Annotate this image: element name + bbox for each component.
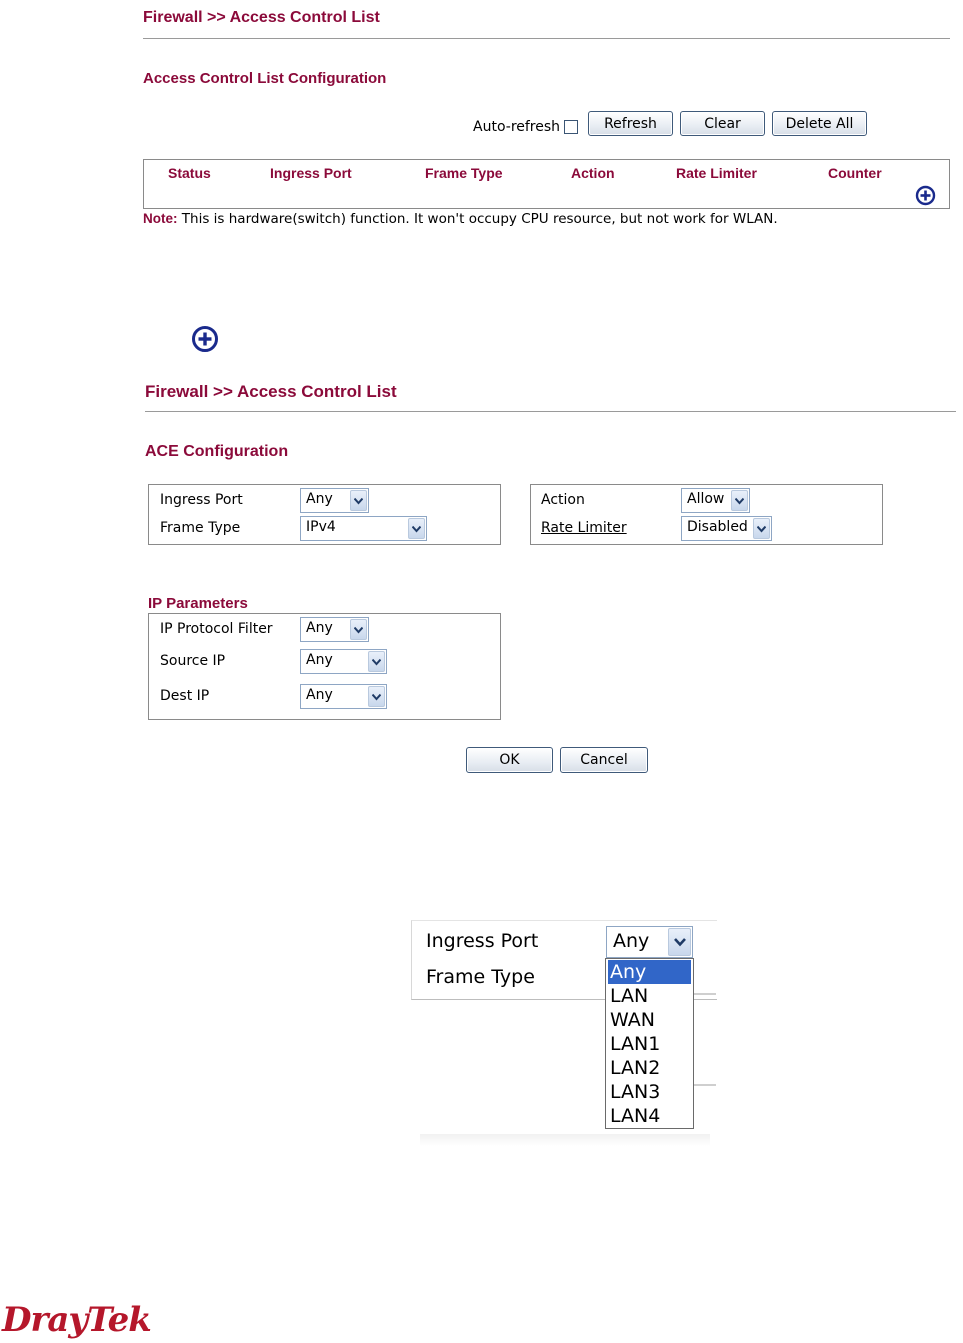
dropdown-option-any[interactable]: Any bbox=[608, 960, 691, 984]
chevron-down-icon bbox=[753, 518, 770, 539]
dropdown-option-lan4[interactable]: LAN4 bbox=[610, 1105, 661, 1127]
ip-parameters-title: IP Parameters bbox=[148, 595, 248, 612]
ingress-port-label: Ingress Port bbox=[160, 492, 243, 508]
column-header-rate-limiter: Rate Limiter bbox=[676, 165, 757, 181]
rate-limiter-value: Disabled bbox=[687, 519, 748, 535]
auto-refresh-checkbox[interactable] bbox=[564, 120, 578, 134]
column-header-frame-type: Frame Type bbox=[425, 165, 503, 181]
dropdown-option-lan[interactable]: LAN bbox=[610, 985, 649, 1007]
dropdown-option-wan[interactable]: WAN bbox=[610, 1009, 655, 1031]
ingress-port-value-zoom: Any bbox=[613, 930, 650, 952]
background-fragment bbox=[694, 1084, 716, 1086]
chevron-down-icon bbox=[408, 518, 425, 539]
draytek-logo-text: DrayTek bbox=[2, 1300, 151, 1340]
ingress-port-select-zoom[interactable] bbox=[606, 926, 693, 958]
source-ip-select[interactable] bbox=[300, 649, 387, 674]
rate-limiter-select[interactable] bbox=[681, 516, 772, 541]
draytek-logo bbox=[2, 1300, 151, 1340]
action-select[interactable] bbox=[681, 488, 750, 513]
divider-2 bbox=[145, 411, 956, 412]
dropdown-option-lan2[interactable]: LAN2 bbox=[610, 1057, 661, 1079]
ingress-port-dropdown-list bbox=[605, 958, 694, 1129]
background-fragment bbox=[420, 1134, 710, 1146]
ingress-port-select[interactable] bbox=[300, 488, 369, 513]
note-label: Note: bbox=[143, 211, 178, 226]
dropdown-option-lan3[interactable]: LAN3 bbox=[610, 1081, 661, 1103]
background-fragment bbox=[694, 993, 716, 995]
frame-type-select[interactable] bbox=[300, 516, 427, 541]
column-header-action: Action bbox=[571, 165, 615, 181]
ip-protocol-filter-value: Any bbox=[306, 620, 333, 636]
chevron-down-icon bbox=[668, 928, 691, 956]
dropdown-option-lan1[interactable]: LAN1 bbox=[610, 1033, 661, 1055]
ip-protocol-filter-label: IP Protocol Filter bbox=[160, 621, 273, 637]
divider bbox=[143, 38, 950, 39]
action-value: Allow bbox=[687, 491, 725, 507]
column-header-counter: Counter bbox=[828, 165, 882, 181]
chevron-down-icon bbox=[350, 490, 367, 511]
source-ip-label: Source IP bbox=[160, 653, 226, 669]
chevron-down-icon bbox=[350, 619, 367, 640]
rate-limiter-link[interactable]: Rate Limiter bbox=[541, 520, 627, 536]
page-breadcrumb-2: Firewall >> Access Control List bbox=[145, 382, 397, 401]
ok-button[interactable]: OK bbox=[466, 747, 553, 773]
dest-ip-select[interactable] bbox=[300, 684, 387, 709]
ip-protocol-filter-select[interactable] bbox=[300, 617, 369, 642]
auto-refresh-label: Auto-refresh bbox=[473, 119, 561, 135]
ingress-port-value: Any bbox=[306, 491, 333, 507]
column-header-status: Status bbox=[168, 165, 211, 181]
delete-all-button[interactable]: Delete All bbox=[772, 111, 867, 136]
refresh-button[interactable]: Refresh bbox=[588, 111, 673, 136]
chevron-down-icon bbox=[731, 490, 748, 511]
add-icon bbox=[191, 325, 219, 353]
clear-button[interactable]: Clear bbox=[680, 111, 765, 136]
section-title: Access Control List Configuration bbox=[143, 70, 387, 87]
dest-ip-value: Any bbox=[306, 687, 333, 703]
add-entry-icon[interactable] bbox=[915, 185, 936, 206]
page-breadcrumb: Firewall >> Access Control List bbox=[143, 9, 380, 26]
dest-ip-label: Dest IP bbox=[160, 688, 210, 704]
action-label: Action bbox=[541, 492, 585, 508]
note-text: This is hardware(switch) function. It won't occupy CPU resource, but not work for WLAN. bbox=[177, 211, 778, 227]
frame-type-label-zoom: Frame Type bbox=[426, 966, 535, 988]
frame-type-value: IPv4 bbox=[306, 519, 336, 535]
chevron-down-icon bbox=[368, 651, 385, 672]
chevron-down-icon bbox=[368, 686, 385, 707]
note bbox=[143, 211, 778, 227]
ace-config-title: ACE Configuration bbox=[145, 443, 289, 460]
ingress-port-label-zoom: Ingress Port bbox=[426, 930, 539, 952]
frame-type-label: Frame Type bbox=[160, 520, 241, 536]
source-ip-value: Any bbox=[306, 652, 333, 668]
column-header-ingress-port: Ingress Port bbox=[270, 165, 352, 181]
cancel-button[interactable]: Cancel bbox=[560, 747, 648, 773]
